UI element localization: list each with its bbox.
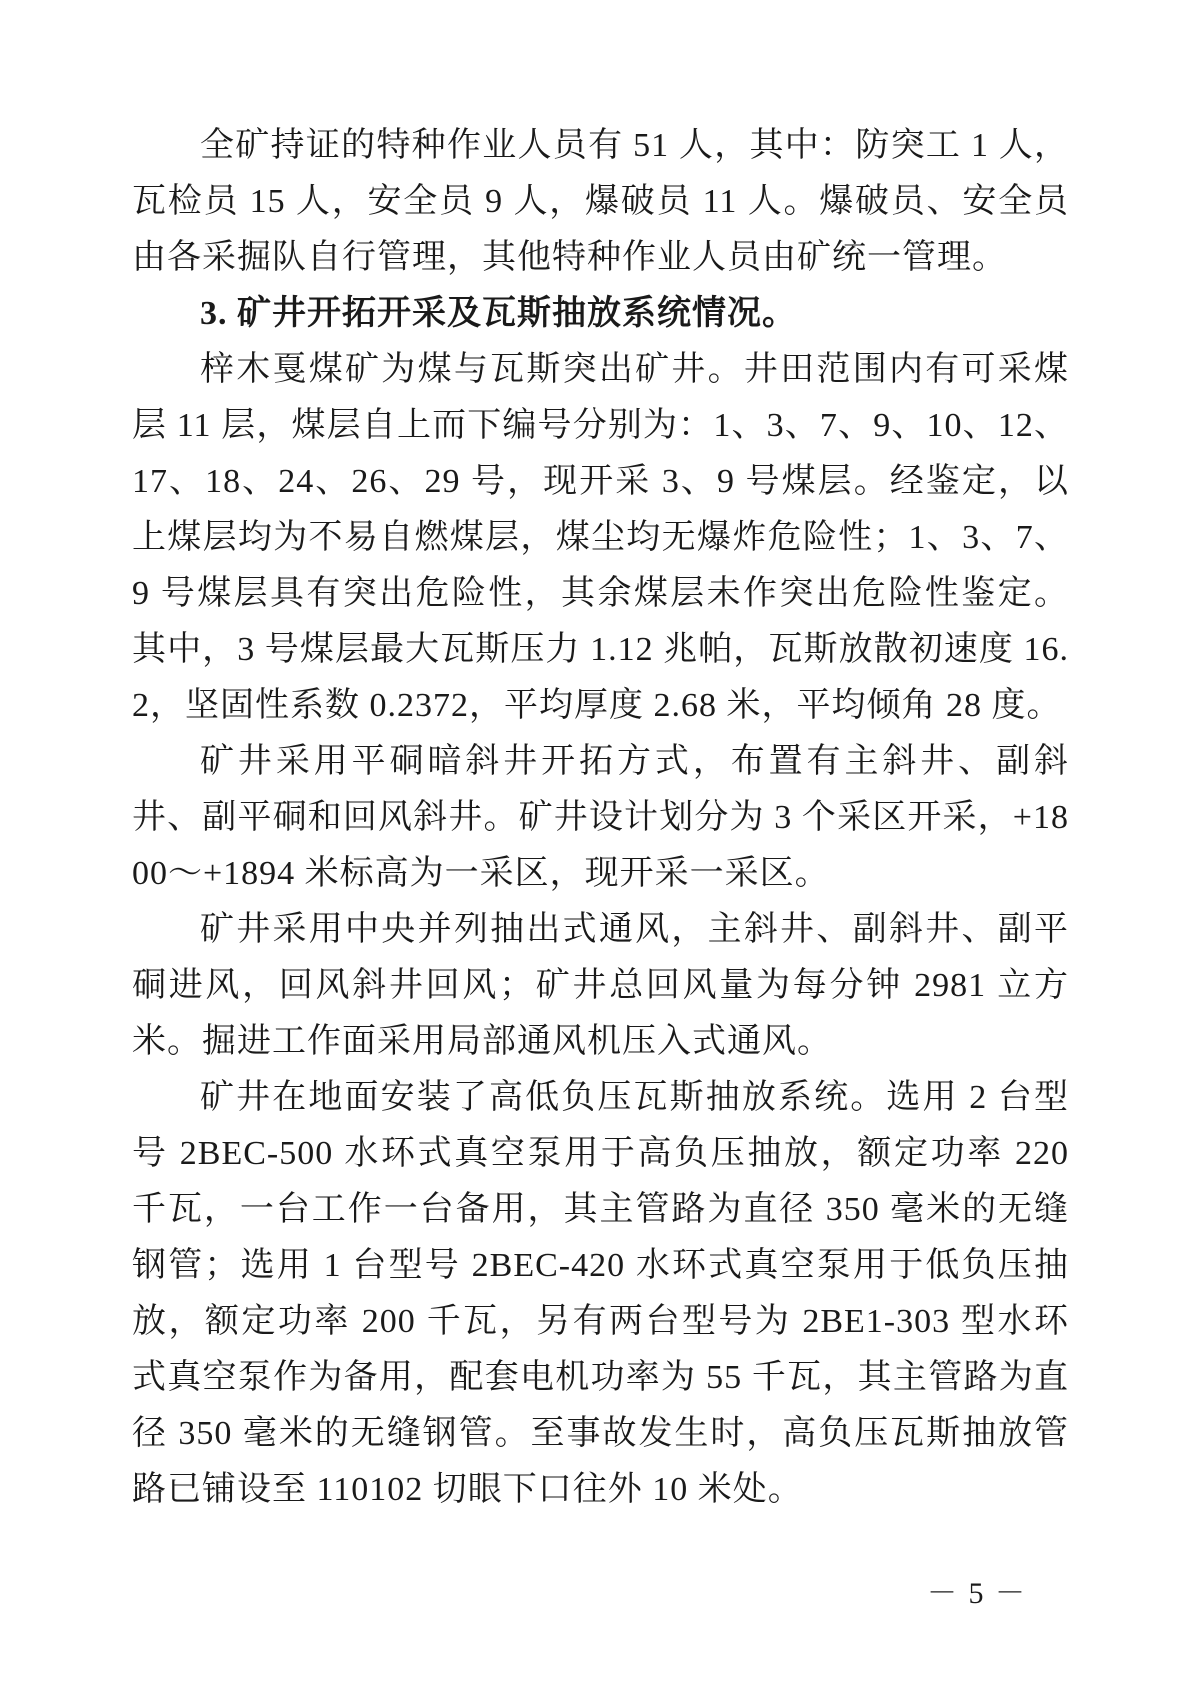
paragraph-special-workers: 全矿持证的特种作业人员有 51 人，其中：防突工 1 人，瓦检员 15 人，安全员 9 人，爆破员 11 人。爆破员、安全员由各采掘队自行管理，其他特种作业人员由矿统一管理。: [132, 127, 1069, 276]
paragraph-ventilation: 矿井采用中央并列抽出式通风，主斜井、副斜井、副平硐进风，回风斜井回风；矿井总回风量为每分钟 2981 立方米。掘进工作面采用局部通风机压入式通风。: [132, 911, 1069, 1060]
section-heading-mine-development: 3. 矿井开拓开采及瓦斯抽放系统情况。: [200, 295, 797, 332]
page-number: － 5 －: [927, 1577, 1027, 1610]
paragraph-coal-seams: 梓木戛煤矿为煤与瓦斯突出矿井。井田范围内有可采煤层 11 层，煤层自上而下编号分别为：1、3、7、9、10、12、17、18、24、26、29 号，现开采 3、9 号煤层。经鉴定，以上煤层均为不易自燃煤层，煤尘均无爆炸危险性；1、3、7、9 号煤层具有突出危险性，其余煤层未作突出危险性鉴定。其中，3 号煤层最大瓦斯压力 1.12 兆帕，瓦斯放散初速度 16.2，坚固性系数 0.2372，平均厚度 2.68 米，平均倾角 28 度。: [132, 351, 1069, 724]
paragraph-mine-development-method: 矿井采用平硐暗斜井开拓方式，布置有主斜井、副斜井、副平硐和回风斜井。矿井设计划分为 3 个采区开采，+1800～+1894 米标高为一采区，现开采一采区。: [132, 743, 1069, 892]
document-body: [132, 118, 1069, 1518]
paragraph-gas-drainage-system: 矿井在地面安装了高低负压瓦斯抽放系统。选用 2 台型号 2BEC-500 水环式真空泵用于高负压抽放，额定功率 220 千瓦，一台工作一台备用，其主管路为直径 350 毫米的无缝钢管；选用 1 台型号 2BEC-420 水环式真空泵用于低负压抽放，额定功率 200 千瓦，另有两台型号为 2BE1-303 型水环式真空泵作为备用，配套电机功率为 55 千瓦，其主管路为直径 350 毫米的无缝钢管。至事故发生时，高负压瓦斯抽放管路已铺设至 110102 切眼下口往外 10 米处。: [132, 1079, 1069, 1508]
